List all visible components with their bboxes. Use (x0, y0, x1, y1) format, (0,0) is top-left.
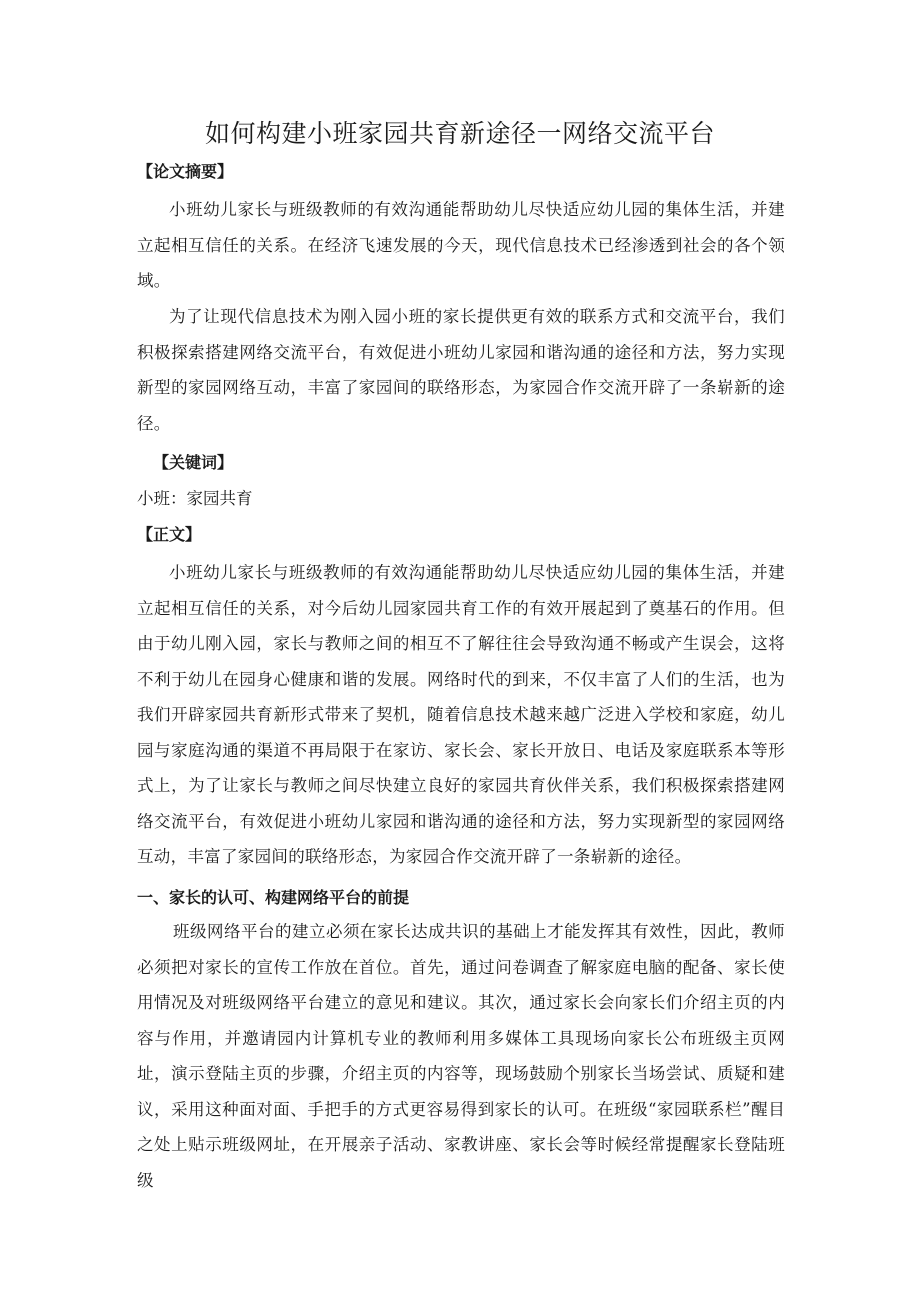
keywords-heading: 【关键词】 (153, 453, 234, 472)
document-title: 如何构建小班家园共育新途径一网络交流平台 (204, 119, 715, 148)
keywords-text: 小班：家园共育 (137, 489, 253, 508)
abstract-paragraph-2: 为了让现代信息技术为刚入园小班的家长提供更有效的联系方式和交流平台，我们积极探索搭建网络交流平台，有效促进小班幼儿家园和谐沟通的途径和方法，努力实现新型的家园网络互动，丰富了家园间的联络形态，为家园合作交流开辟了一条崭新的途径。 (137, 307, 785, 433)
section1-heading: 一、家长的认可、构建网络平台的前提 (137, 888, 410, 907)
abstract-paragraph-1: 小班幼儿家长与班级教师的有效沟通能帮助幼儿尽快适应幼儿园的集体生活，并建立起相互信任的关系。在经济飞速发展的今天，现代信息技术已经渗透到社会的各个领域。 (137, 200, 785, 290)
abstract-heading: 【论文摘要】 (137, 162, 234, 181)
section1-paragraph-1: 班级网络平台的建立必须在家长达成共识的基础上才能发挥其有效性，因此，教师必须把对家长的宣传工作放在首位。首先，通过问卷调查了解家庭电脑的配备、家长使用情况及对班级网络平台建立的意见和建议。其次，通过家长会向家长们介绍主页的内容与作用，并邀请园内计算机专业的教师利用多媒体工具现场向家长公布班级主页网址，演示登陆主页的步骤，介绍主页的内容等，现场鼓励个别家长当场尝试、质疑和建议，采用这种面对面、手把手的方式更容易得到家长的认可。在班级“家园联系栏”醒目之处上贴示班级网址，在开展亲子活动、家教讲座、家长会等时候经常提醒家长登陆班级 (137, 922, 785, 1190)
body-heading: 【正文】 (137, 525, 202, 544)
body-paragraph-1: 小班幼儿家长与班级教师的有效沟通能帮助幼儿尽快适应幼儿园的集体生活，并建立起相互信任的关系，对今后幼儿园家园共育工作的有效开展起到了奠基石的作用。但由于幼儿刚入园，家长与教师之间的相互不了解往往会导致沟通不畅或产生误会，这将不利于幼儿在园身心健康和谐的发展。网络时代的到来，不仅丰富了人们的生活，也为我们开辟家园共育新形式带来了契机，随着信息技术越来越广泛进入学校和家庭，幼儿园与家庭沟通的渠道不再局限于在家访、家长会、家长开放日、电话及家庭联系本等形式上，为了让家长与教师之间尽快建立良好的家园共育伙伴关系，我们积极探索搭建网络交流平台，有效促进小班幼儿家园和谐沟通的途径和方法，努力实现新型的家园网络互动，丰富了家园间的联络形态，为家园合作交流开辟了一条崭新的途径。 (137, 563, 785, 866)
